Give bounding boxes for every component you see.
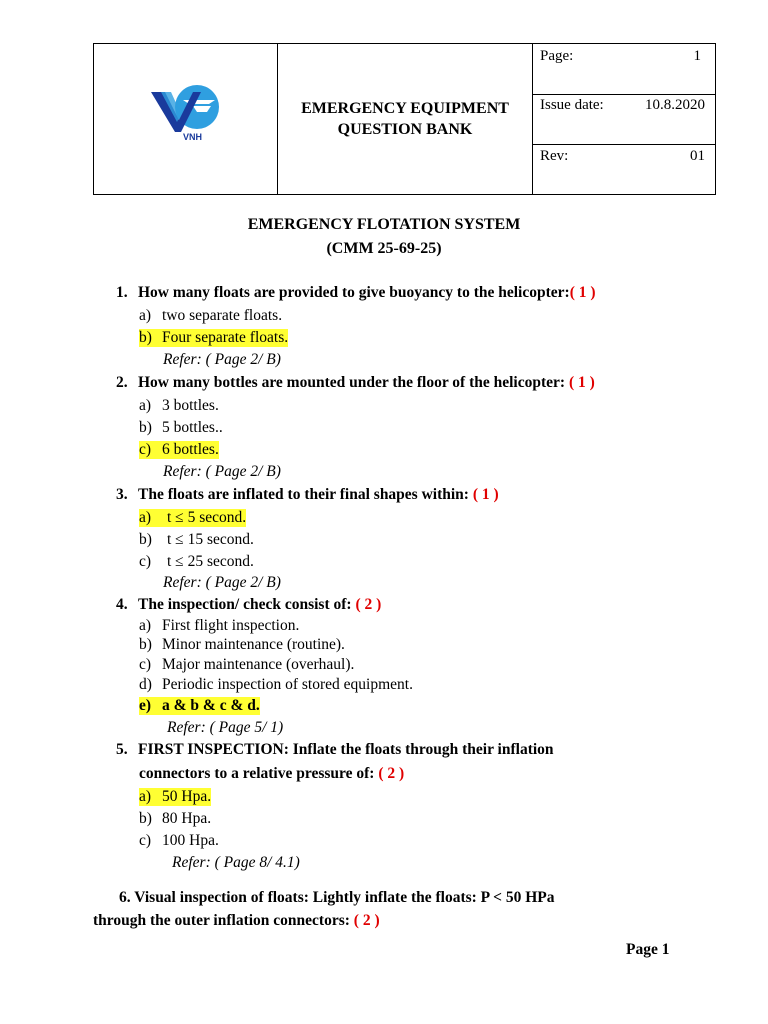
page-value: 1 (693, 48, 701, 64)
question-2: 2. How many bottles are mounted under the floor of the helicopter: ( 1 ) (116, 374, 595, 391)
page-label: Page: (540, 48, 574, 64)
option: a) First flight inspection. (139, 617, 300, 634)
option: b) 5 bottles.. (139, 419, 223, 436)
question-3: 3. The floats are inflated to their final shapes within: ( 1 ) (116, 486, 499, 503)
header-table (93, 43, 716, 195)
question-5-continued: connectors to a relative pressure of: ( 2 ) (139, 765, 405, 782)
option: b) Minor maintenance (routine). (139, 636, 345, 653)
document-title (278, 44, 532, 194)
option: b) 80 Hpa. (139, 810, 212, 827)
reference: Refer: ( Page 2/ B) (163, 574, 281, 591)
rev-value: 01 (690, 148, 705, 164)
option: d) Periodic inspection of stored equipment. (139, 676, 413, 693)
issue-date-value: 10.8.2020 (645, 97, 705, 113)
section-title: EMERGENCY FLOTATION SYSTEM (247, 216, 521, 233)
question-1: 1. How many floats are provided to give buoyancy to the helicopter:( 1 ) (116, 284, 596, 301)
correct-option: a) 50 Hpa. (139, 788, 212, 805)
question-4: 4. The inspection/ check consist of: ( 2 ) (116, 596, 382, 613)
question-6: 6. Visual inspection of floats: Lightly inflate the floats: P < 50 HPa (119, 889, 555, 906)
question-6-continued: through the outer inflation connectors: ( 2 ) (93, 912, 380, 929)
vnh-logo (149, 82, 225, 144)
option: c) Major maintenance (overhaul). (139, 656, 355, 673)
correct-option: a) t ≤ 5 second. (139, 509, 247, 526)
issue-date-label: Issue date: (540, 97, 604, 113)
title-line-2: QUESTION BANK (337, 121, 473, 138)
page-footer: Page 1 (626, 941, 670, 958)
section-subtitle: (CMM 25-69-25) (326, 240, 442, 257)
correct-option: e) a & b & c & d. (139, 697, 260, 714)
correct-option: b) Four separate floats. (139, 329, 289, 346)
option: a) two separate floats. (139, 307, 283, 324)
header-divider (532, 94, 715, 95)
option: c) 100 Hpa. (139, 832, 219, 849)
reference: Refer: ( Page 2/ B) (163, 463, 281, 480)
reference: Refer: ( Page 2/ B) (163, 351, 281, 368)
reference: Refer: ( Page 5/ 1) (167, 719, 284, 736)
rev-label: Rev: (540, 148, 569, 164)
option: a) 3 bottles. (139, 397, 219, 414)
correct-option: c) 6 bottles. (139, 441, 219, 458)
title-line-1: EMERGENCY EQUIPMENT (301, 100, 509, 117)
header-divider (532, 144, 715, 145)
reference: Refer: ( Page 8/ 4.1) (172, 854, 300, 871)
option: b) t ≤ 15 second. (139, 531, 254, 548)
option: c) t ≤ 25 second. (139, 553, 254, 570)
header-divider (532, 44, 533, 194)
logo-text: VNH (183, 132, 203, 142)
question-5: 5. FIRST INSPECTION: Inflate the floats through their inflation (116, 741, 554, 758)
